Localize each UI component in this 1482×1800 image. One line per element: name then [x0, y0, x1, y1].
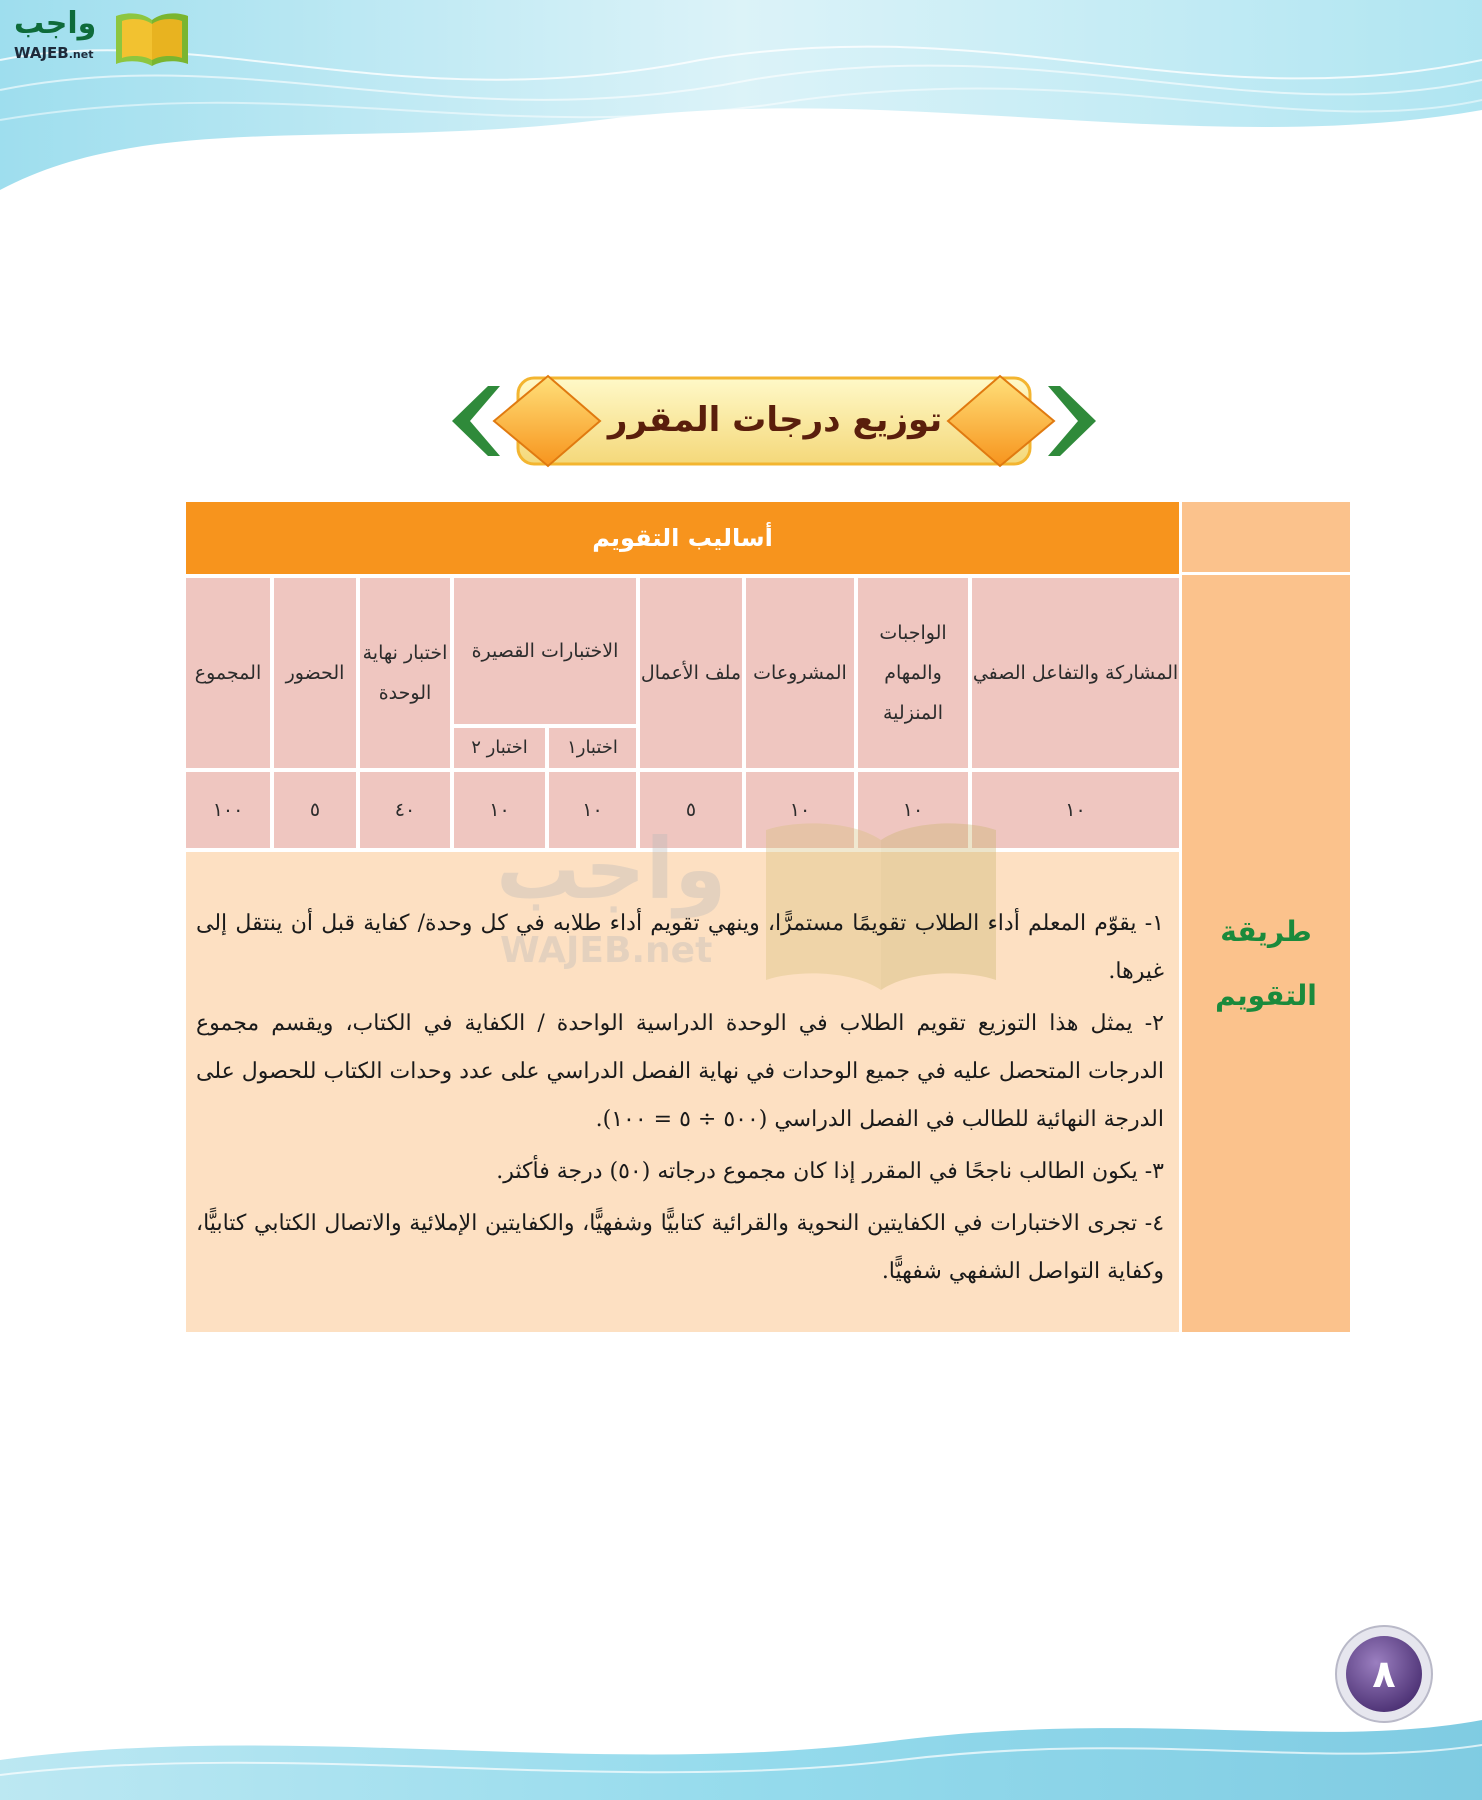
- value-quiz1: ١٠: [549, 772, 636, 848]
- col-header-quiz2: اختبار ٢: [454, 728, 545, 768]
- side-label-line1: طريقة: [1220, 915, 1312, 948]
- watermark-arabic: واجب: [496, 820, 727, 918]
- col-header-portfolio: ملف الأعمال: [640, 578, 742, 768]
- col-header-total: المجموع: [186, 578, 270, 768]
- book-icon: [112, 8, 192, 68]
- value-total: ١٠٠: [186, 772, 270, 848]
- note-item-1: ١- يقوّم المعلم أداء الطلاب تقويمًا مستمرًّا، وينهي تقويم أداء طلابه في كل وحدة/ كفاية قبل أن ينتقل إلى غيرها.: [196, 911, 1164, 984]
- logo-english-text: [14, 44, 93, 62]
- side-header-cell: [1182, 502, 1350, 575]
- note-item-3: ٣- يكون الطالب ناجحًا في المقرر إذا كان مجموع درجاته (٥٠) درجة فأكثر.: [496, 1159, 1164, 1184]
- value-portfolio: ٥: [640, 772, 742, 848]
- evaluation-method-label: [1182, 900, 1350, 1028]
- value-projects: ١٠: [746, 772, 854, 848]
- watermark-english: WAJEB.net: [500, 930, 713, 971]
- col-header-homework: الواجبات والمهام المنزلية: [858, 578, 968, 768]
- col-header-unit-test: اختبار نهاية الوحدة: [360, 578, 450, 768]
- logo-brand: WAJEB: [14, 44, 69, 62]
- notes-list: [196, 900, 1164, 1300]
- value-participation: ١٠: [972, 772, 1179, 848]
- wajeb-logo: [8, 6, 188, 66]
- top-wave-decoration: [0, 0, 1482, 200]
- grades-table: [186, 574, 1179, 852]
- note-item-2: ٢- يمثل هذا التوزيع تقويم الطلاب في الوحدة الدراسية الواحدة / الكفاية في الكتاب، ويقسم مجموع الدرجات المتحصل عليه في جميع الوحدات في نهاية الفصل الدراسي على عدد وحدات الكتاب للحصول على الدرجة النهائية للطالب في الفصل الدراسي (٥٠٠ ÷ ٥ = ١٠٠).: [196, 1011, 1164, 1132]
- col-header-participation: المشاركة والتفاعل الصفي: [972, 578, 1179, 768]
- note-item-4: ٤- تجرى الاختبارات في الكفايتين النحوية والقرائية كتابيًّا وشفهيًّا، والكفايتين الإملائية والاتصال الكتابي كتابيًّا، وكفاية التواصل الشفهي شفهيًّا.: [196, 1211, 1165, 1284]
- col-header-quizzes: الاختبارات القصيرة: [454, 578, 636, 724]
- col-header-attendance: الحضور: [274, 578, 356, 768]
- col-header-projects: المشروعات: [746, 578, 854, 768]
- bottom-wave-decoration: [0, 1700, 1482, 1800]
- table-header: أساليب التقويم: [186, 502, 1179, 574]
- page-number: ٨: [1372, 1652, 1396, 1696]
- page-title: توزيع درجات المقرر: [607, 400, 943, 440]
- side-label-line2: التقويم: [1215, 979, 1317, 1012]
- value-unit-test: ٤٠: [360, 772, 450, 848]
- value-homework: ١٠: [858, 772, 968, 848]
- logo-tld: .net: [68, 48, 94, 61]
- value-attendance: ٥: [274, 772, 356, 848]
- value-quiz2: ١٠: [454, 772, 545, 848]
- logo-arabic-text: واجب: [14, 6, 97, 41]
- col-header-quiz1: اختبار١: [549, 728, 636, 768]
